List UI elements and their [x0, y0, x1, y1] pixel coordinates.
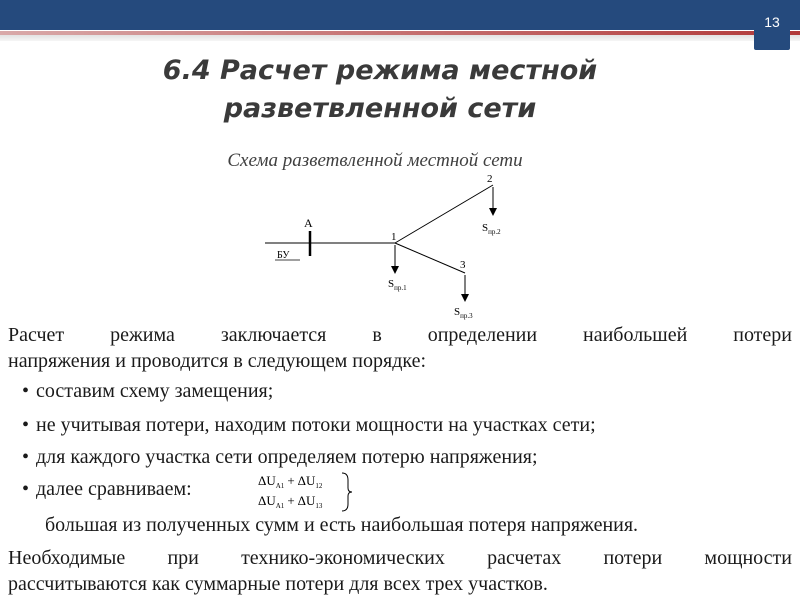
bullet-text: для каждого участка сети определяем потерю напряжения; [36, 446, 538, 468]
node-1-label: 1 [391, 231, 397, 243]
header-shadow-line [0, 35, 800, 41]
slide-number: 13 [764, 14, 780, 30]
bullet-dot: • [22, 446, 30, 468]
header-bar [0, 0, 800, 30]
load-arrowhead-3 [461, 294, 469, 302]
slide-title-line1: 6.4 Расчет режима местной [162, 55, 598, 86]
paragraph-final-line1: Необходимые при технико-экономических расчетах потери мощности [8, 547, 792, 569]
node-a-label: A [304, 216, 313, 230]
formula-brace [342, 473, 352, 511]
bullet-item [22, 412, 596, 438]
bullet-dot: • [22, 380, 30, 402]
conclusion-text: большая из полученных сумм и есть наибольшая потеря напряжения. [45, 514, 639, 536]
source-label: БУ [277, 250, 290, 261]
scheme-caption: Схема разветвленной местной сети [227, 150, 523, 171]
bullet-dot: • [22, 478, 30, 500]
bullet-text: далее сравниваем: [36, 478, 192, 500]
node-3-label: 3 [460, 259, 466, 271]
paragraph-final-line2: рассчитываются как суммарные потери для всех трех участков. [8, 573, 548, 595]
slide-title-line2: разветвленной сети [223, 93, 537, 124]
branch-1-2 [395, 185, 493, 243]
bullet-item [22, 378, 273, 404]
bullet-item [22, 476, 192, 502]
paragraph-intro-line1: Расчет режима заключается в определении наибольшей потери [8, 324, 792, 346]
bullet-dot: • [22, 414, 30, 436]
formula-line1: $\Delta U_{А1} + \Delta U_{12}$ [258, 473, 323, 490]
branch-1-3 [395, 243, 465, 273]
load-2-label: $S_{пр.2}$ [482, 222, 501, 236]
paragraph-intro-line2: напряжения и проводится в следующем порядке: [8, 350, 427, 372]
network-scheme-diagram [260, 170, 520, 320]
load-arrowhead-2 [489, 208, 497, 216]
bullet-text: не учитывая потери, находим потоки мощности на участках сети; [36, 414, 596, 436]
comparison-formula [256, 470, 356, 514]
formula-line2: $\Delta U_{А1} + \Delta U_{13}$ [258, 493, 323, 510]
node-2-label: 2 [487, 173, 493, 185]
bullet-text: составим схему замещения; [36, 380, 274, 402]
load-3-label: $S_{пр.3}$ [454, 306, 473, 320]
slide-title [110, 52, 650, 128]
load-1-label: $S_{пр.1}$ [388, 278, 407, 292]
load-arrowhead-1 [391, 266, 399, 274]
bullet-item [22, 444, 538, 470]
slide-number-badge [754, 0, 790, 50]
